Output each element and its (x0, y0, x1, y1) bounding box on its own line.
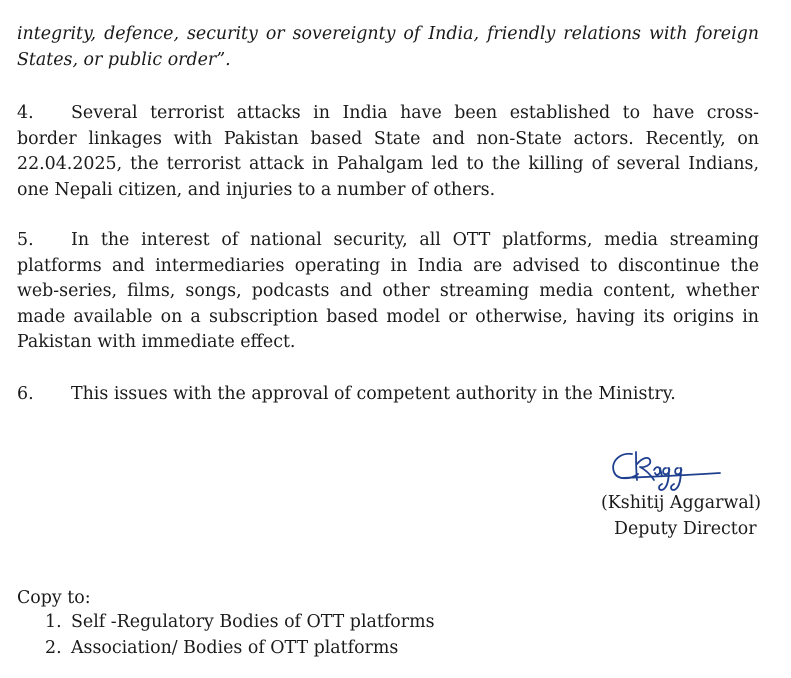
paragraph-5-line-3: web-series, films, songs, podcasts and other streaming media content, whether (17, 281, 759, 302)
paragraph-4 (17, 101, 759, 203)
copy-to-item-text: Self -Regulatory Bodies of OTT platforms (71, 612, 435, 632)
copy-to-item-number: 1. (45, 612, 62, 632)
paragraph-4-line-1-text: Several terrorist attacks in India have been established to have cross- (71, 103, 759, 123)
paragraph-5-line-1-text: In the interest of national security, all OTT platforms, media streaming (71, 230, 759, 250)
copy-to-item (45, 609, 435, 635)
copy-to-heading: Copy to: (17, 588, 91, 608)
intro-paragraph (17, 22, 759, 73)
paragraph-5-number: 5. (17, 230, 34, 250)
paragraph-4-line-1 (17, 101, 759, 127)
paragraph-5-line-4: made available on a subscription based model or otherwise, having its origins in (17, 306, 759, 327)
signatory-name: (Kshitij Aggarwal) (601, 493, 762, 513)
copy-to-item (45, 635, 435, 661)
signatory-title: Deputy Director (614, 519, 757, 539)
intro-line-2: States, or public order”. (17, 49, 231, 70)
intro-line-1: integrity, defence, security or sovereignty of India, friendly relations with foreign (17, 24, 759, 44)
copy-to-item-number: 2. (45, 638, 62, 658)
paragraph-6 (17, 382, 759, 408)
paragraph-5 (17, 228, 759, 356)
paragraph-5-line-5: Pakistan with immediate effect. (17, 332, 296, 353)
paragraph-4-line-3: 22.04.2025, the terrorist attack in Pahalgam led to the killing of several Indians, (17, 154, 759, 175)
copy-to-list (45, 609, 435, 661)
paragraph-6-text: This issues with the approval of competent authority in the Ministry. (71, 384, 676, 404)
paragraph-6-line-1 (17, 382, 759, 408)
paragraph-5-line-2: platforms and intermediaries operating in India are advised to discontinue the (17, 255, 759, 276)
paragraph-6-number: 6. (17, 384, 34, 404)
handwritten-signature (602, 440, 732, 496)
paragraph-4-line-4: one Nepali citizen, and injuries to a number of others. (17, 179, 496, 200)
paragraph-4-number: 4. (17, 103, 34, 123)
paragraph-4-line-2: border linkages with Pakistan based State and non-State actors. Recently, on (17, 128, 759, 149)
paragraph-5-line-1 (17, 228, 759, 254)
copy-to-item-text: Association/ Bodies of OTT platforms (71, 638, 399, 658)
